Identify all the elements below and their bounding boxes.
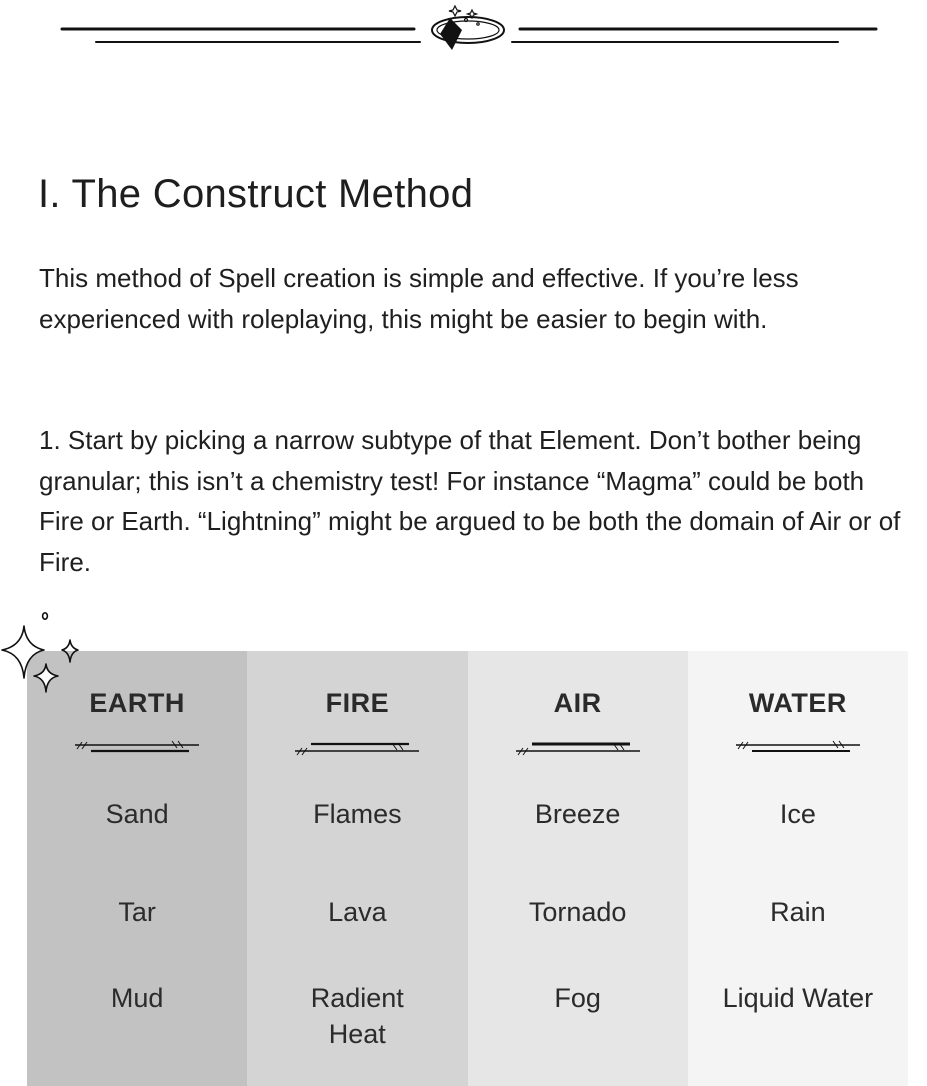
column-air — [468, 651, 688, 1086]
sparkle-icon — [0, 606, 90, 702]
subtype-cell: Mud — [110, 983, 164, 1013]
subtype-cell: Ice — [779, 799, 816, 829]
step-one-paragraph: 1. Start by picking a narrow subtype of that Element. Don’t bother being granular; this isn’t a chemistry test! For instance “Magma” could be both Fire or Earth. “Lightning” might be argued to be both the domain of Air or of Fire. — [39, 425, 901, 577]
column-earth — [27, 651, 247, 1086]
column-fire — [247, 651, 467, 1086]
subtype-cell: Rain — [770, 897, 826, 927]
ornamental-rule — [514, 740, 642, 762]
ornamental-rule — [73, 740, 201, 762]
subtype-cell: Tar — [118, 897, 156, 927]
section-title: I. The Construct Method — [38, 172, 474, 216]
gem-ring-icon — [0, 0, 927, 60]
column-header: EARTH — [89, 688, 185, 718]
subtype-cell: Breeze — [534, 799, 621, 829]
ornamental-rule — [293, 740, 421, 762]
subtype-cell: Lava — [328, 897, 387, 927]
ornamental-rule — [734, 740, 862, 762]
column-water — [688, 651, 908, 1086]
subtype-cell: Fog — [554, 983, 601, 1013]
subtype-cell: Radient Heat — [310, 983, 404, 1049]
intro-paragraph: This method of Spell creation is simple and effective. If you’re less experienced with roleplaying, this might be easier to begin with. — [39, 263, 799, 334]
column-header: WATER — [748, 688, 847, 718]
subtype-cell: Liquid Water — [722, 983, 874, 1013]
column-header: FIRE — [325, 688, 390, 718]
column-header: AIR — [553, 688, 602, 718]
subtype-cell: Tornado — [528, 897, 627, 927]
element-subtype-table — [27, 651, 908, 1086]
subtype-cell: Flames — [313, 799, 402, 829]
subtype-cell: Sand — [105, 799, 169, 829]
